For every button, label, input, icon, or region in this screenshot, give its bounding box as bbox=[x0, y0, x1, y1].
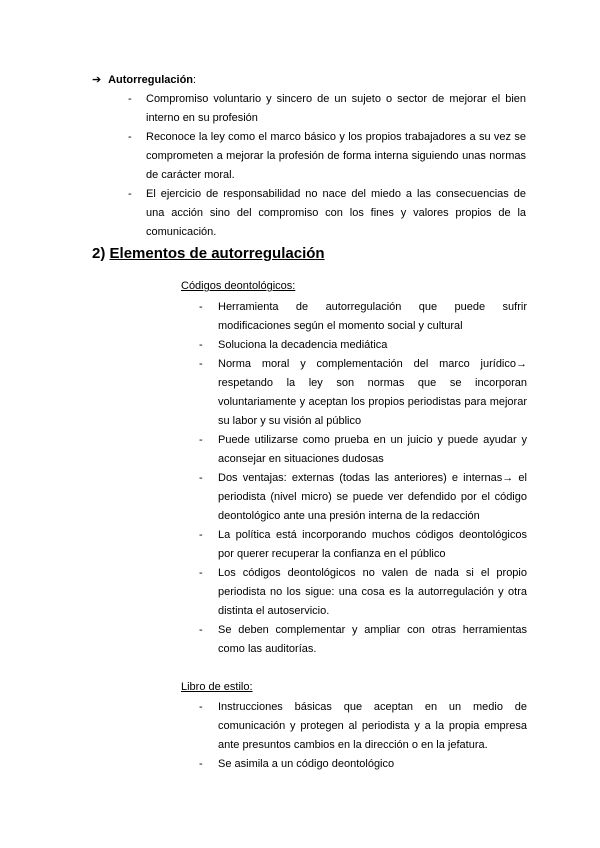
list-item-text: Norma moral y complementación del marco jurídico→ respetando la ley son normas que se incorporan voluntariamente y aceptan los propios periodistas para mejorar su labor y su visión al público bbox=[218, 358, 527, 427]
bullet-dash: - bbox=[199, 624, 203, 636]
list-item-text: Reconoce la ley como el marco básico y los propios trabajadores a su vez se comprometen a mejorar la profesión de forma interna siguiendo unas normas de carácter moral. bbox=[146, 131, 526, 181]
autorregulacion-title: Autorregulación bbox=[108, 74, 194, 86]
list-item bbox=[128, 185, 526, 242]
list-item-text: Los códigos deontológicos no valen de nada si el propio periodista no los sigue: una cosa es la autorregulación y otra distinta el autoservicio. bbox=[218, 567, 527, 617]
codigos-subheading: Códigos deontológicos: bbox=[181, 280, 296, 292]
bullet-dash: - bbox=[199, 301, 203, 313]
list-item bbox=[199, 336, 527, 355]
bullet-dash: - bbox=[128, 93, 132, 105]
bullet-dash: - bbox=[199, 701, 203, 713]
arrow-icon: ➔ bbox=[92, 74, 102, 86]
bullet-dash: - bbox=[128, 188, 132, 200]
bullet-dash: - bbox=[199, 434, 203, 446]
bullet-dash: - bbox=[199, 358, 203, 370]
section-heading bbox=[92, 244, 325, 264]
libro-list bbox=[199, 698, 527, 774]
section-number: 2) bbox=[92, 245, 106, 262]
list-item-text: Dos ventajas: externas (todas las anteriores) e internas→ el periodista (nivel micro) se puede ver defendido por el código deontológico ante una presión interna de la redacción bbox=[218, 472, 527, 522]
list-item bbox=[199, 355, 527, 431]
list-item-text: Se asimila a un código deontológico bbox=[218, 758, 395, 770]
list-item bbox=[128, 90, 526, 128]
section-title: Elementos de autorregulación bbox=[109, 245, 325, 262]
bullet-dash: - bbox=[128, 131, 132, 143]
list-item-text: Puede utilizarse como prueba en un juicio y puede ayudar y aconsejar en situaciones dudosas bbox=[218, 434, 527, 465]
list-item bbox=[199, 526, 527, 564]
bullet-dash: - bbox=[199, 529, 203, 541]
libro-subheading: Libro de estilo: bbox=[181, 681, 253, 693]
codigos-list bbox=[199, 298, 527, 659]
heading-colon: : bbox=[193, 74, 197, 86]
list-item-text: Compromiso voluntario y sincero de un sujeto o sector de mejorar el bien interno en su profesión bbox=[146, 93, 526, 124]
list-item bbox=[199, 469, 527, 526]
list-item-text: Instrucciones básicas que aceptan en un medio de comunicación y protegen al periodista y a la propia empresa ante presuntos cambios en la dirección o en la jefatura. bbox=[218, 701, 527, 751]
bullet-dash: - bbox=[199, 758, 203, 770]
list-item-text: Se deben complementar y ampliar con otras herramientas como las auditorías. bbox=[218, 624, 527, 655]
autorregulacion-list bbox=[128, 90, 526, 242]
list-item bbox=[199, 431, 527, 469]
list-item bbox=[199, 755, 527, 774]
list-item-text: El ejercicio de responsabilidad no nace del miedo a las consecuencias de una acción sino del compromiso con los fines y valores propios de la comunicación. bbox=[146, 188, 526, 238]
list-item bbox=[199, 564, 527, 621]
list-item bbox=[199, 298, 527, 336]
list-item-text: La política está incorporando muchos códigos deontológicos por querer recuperar la confianza en el público bbox=[218, 529, 527, 560]
list-item-text: Herramienta de autorregulación que puede sufrir modificaciones según el momento social y cultural bbox=[218, 301, 527, 332]
bullet-dash: - bbox=[199, 472, 203, 484]
list-item bbox=[199, 621, 527, 659]
bullet-dash: - bbox=[199, 339, 203, 351]
autorregulacion-heading bbox=[92, 71, 196, 90]
list-item bbox=[128, 128, 526, 185]
list-item-text: Soluciona la decadencia mediática bbox=[218, 339, 388, 351]
bullet-dash: - bbox=[199, 567, 203, 579]
list-item bbox=[199, 698, 527, 755]
